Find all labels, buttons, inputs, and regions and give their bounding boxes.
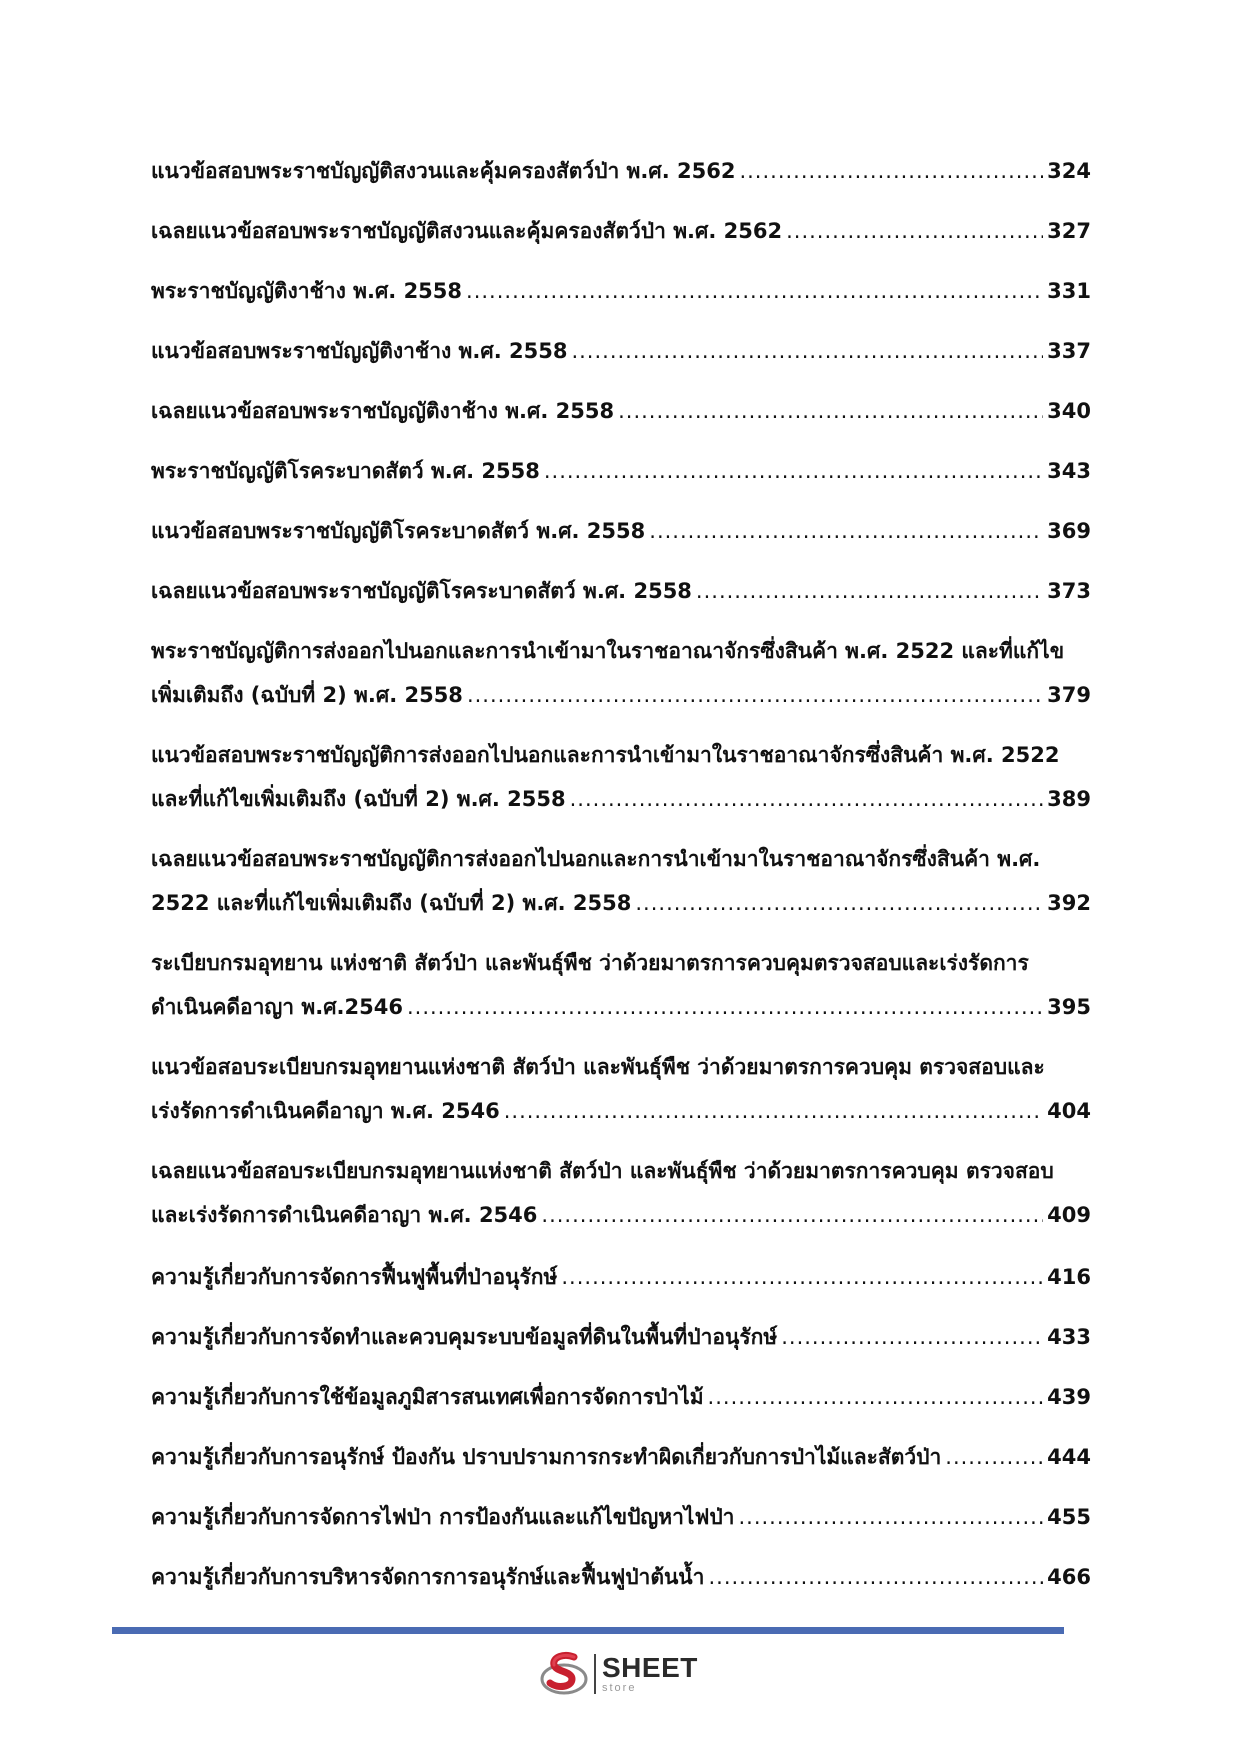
toc-entry-title: แนวข้อสอบพระราชบัญญัติโรคระบาดสัตว์ พ.ศ. 2558 [151, 519, 646, 543]
toc-page-number: 324 [1047, 159, 1091, 183]
toc-leader-dots [738, 1502, 1043, 1532]
footer-divider [112, 1627, 1064, 1634]
toc-page-number: 327 [1047, 219, 1091, 243]
toc-entry[interactable] [151, 1502, 1091, 1532]
toc-leader-dots [786, 216, 1043, 246]
toc-entry[interactable] [151, 1562, 1091, 1592]
toc-leader-dots [541, 1200, 1043, 1230]
toc-entry[interactable] [151, 844, 1091, 918]
toc-entry-title: แนวข้อสอบพระราชบัญญัติสงวนและคุ้มครองสัตว์ป่า พ.ศ. 2562 [151, 159, 736, 183]
toc-entry-title: พระราชบัญญัติโรคระบาดสัตว์ พ.ศ. 2558 [151, 459, 540, 483]
toc-entry[interactable] [151, 1262, 1091, 1292]
toc-entry-title: ความรู้เกี่ยวกับการจัดทำและควบคุมระบบข้อมูลที่ดินในพื้นที่ป่าอนุรักษ์ [151, 1325, 778, 1349]
toc-leader-dots [708, 1382, 1044, 1412]
toc-page-number: 404 [1047, 1099, 1091, 1123]
toc-entry[interactable] [151, 156, 1091, 186]
toc-entry-title-line1: เฉลยแนวข้อสอบพระราชบัญญัติการส่งออกไปนอกและการนำเข้ามาในราชอาณาจักรซึ่งสินค้า พ.ศ. [151, 847, 1041, 871]
toc-page-number: 455 [1047, 1505, 1091, 1529]
toc-entry-title: ความรู้เกี่ยวกับการจัดการไฟป่า การป้องกันและแก้ไขปัญหาไฟป่า [151, 1505, 735, 1529]
toc-page-number: 395 [1047, 995, 1091, 1019]
toc-entry[interactable] [151, 1322, 1091, 1352]
toc-entry-title-line2: และเร่งรัดการดำเนินคดีอาญา พ.ศ. 2546 [151, 1203, 538, 1227]
toc-entry-title: เฉลยแนวข้อสอบพระราชบัญญัติงาช้าง พ.ศ. 2558 [151, 399, 615, 423]
toc-page-number: 392 [1047, 891, 1091, 915]
toc-leader-dots [781, 1322, 1043, 1352]
logo-brand-text: SHEET [602, 1652, 698, 1683]
toc-entry[interactable] [151, 948, 1091, 1022]
toc-entry-title-line1: แนวข้อสอบระเบียบกรมอุทยานแห่งชาติ สัตว์ป่า และพันธุ์พืช ว่าด้วยมาตรการควบคุม ตรวจสอบและ [151, 1055, 1045, 1079]
toc-page-number: 389 [1047, 787, 1091, 811]
toc-entry[interactable] [151, 576, 1091, 606]
toc-entry-title: แนวข้อสอบพระราชบัญญัติงาช้าง พ.ศ. 2558 [151, 339, 568, 363]
toc-page-number: 373 [1047, 579, 1091, 603]
toc-entry[interactable] [151, 1052, 1091, 1126]
toc-entry-title-line2: 2522 และที่แก้ไขเพิ่มเติมถึง (ฉบับที่ 2) พ.ศ. 2558 [151, 891, 632, 915]
sheet-store-logo [540, 1651, 698, 1697]
toc-entry[interactable] [151, 336, 1091, 366]
toc-page-number: 466 [1047, 1565, 1091, 1589]
toc-leader-dots [561, 1262, 1043, 1292]
toc-entry-title-line2: เพิ่มเติมถึง (ฉบับที่ 2) พ.ศ. 2558 [151, 683, 463, 707]
toc-entry-title-line1: เฉลยแนวข้อสอบระเบียบกรมอุทยานแห่งชาติ สัตว์ป่า และพันธุ์พืช ว่าด้วยมาตรการควบคุม ตรวจสอบ [151, 1159, 1054, 1183]
toc-entry[interactable] [151, 1156, 1091, 1230]
toc-entry[interactable] [151, 516, 1091, 546]
toc-page-number: 337 [1047, 339, 1091, 363]
toc-leader-dots [407, 992, 1043, 1022]
toc-leader-dots [618, 396, 1043, 426]
toc-leader-dots [504, 1096, 1043, 1126]
toc-entry-title-line1: ระเบียบกรมอุทยาน แห่งชาติ สัตว์ป่า และพันธุ์พืช ว่าด้วยมาตรการควบคุมตรวจสอบและเร่งรัดการ [151, 951, 1029, 975]
toc-leader-dots [708, 1562, 1043, 1592]
logo-wordmark [602, 1654, 698, 1694]
toc-entry-title: ความรู้เกี่ยวกับการใช้ข้อมูลภูมิสารสนเทศเพื่อการจัดการป่าไม้ [151, 1385, 704, 1409]
toc-leader-dots [649, 516, 1043, 546]
toc-entry[interactable] [151, 396, 1091, 426]
toc-leader-dots [570, 784, 1044, 814]
toc-entry[interactable] [151, 216, 1091, 246]
sheet-store-s-icon [540, 1651, 588, 1697]
toc-entry-title: เฉลยแนวข้อสอบพระราชบัญญัติโรคระบาดสัตว์ พ.ศ. 2558 [151, 579, 692, 603]
toc-page-number: 444 [1047, 1445, 1091, 1469]
logo-brand-subtext: store [602, 1682, 637, 1694]
toc-entry-title-line1: แนวข้อสอบพระราชบัญญัติการส่งออกไปนอกและการนำเข้ามาในราชอาณาจักรซึ่งสินค้า พ.ศ. 2522 [151, 743, 1060, 767]
toc-leader-dots [739, 156, 1043, 186]
toc-leader-dots [571, 336, 1043, 366]
toc-entry-title-line2: เร่งรัดการดำเนินคดีอาญา พ.ศ. 2546 [151, 1099, 500, 1123]
toc-page-number: 379 [1047, 683, 1091, 707]
toc-entry-title: เฉลยแนวข้อสอบพระราชบัญญัติสงวนและคุ้มครองสัตว์ป่า พ.ศ. 2562 [151, 219, 783, 243]
toc-entry-title: พระราชบัญญัติงาช้าง พ.ศ. 2558 [151, 279, 463, 303]
logo-separator [594, 1654, 596, 1694]
toc-entry[interactable] [151, 1382, 1091, 1412]
toc-page-number: 331 [1047, 279, 1091, 303]
toc-entry[interactable] [151, 1442, 1091, 1472]
toc-entry-title-line2: และที่แก้ไขเพิ่มเติมถึง (ฉบับที่ 2) พ.ศ. 2558 [151, 787, 566, 811]
toc-page-number: 439 [1047, 1385, 1091, 1409]
toc-leader-dots [544, 456, 1043, 486]
toc-page-number: 340 [1047, 399, 1091, 423]
toc-page-number: 409 [1047, 1203, 1091, 1227]
toc-page-number: 369 [1047, 519, 1091, 543]
toc-page-number: 433 [1047, 1325, 1091, 1349]
toc-leader-dots [696, 576, 1043, 606]
toc-leader-dots [467, 680, 1043, 710]
toc-entry[interactable] [151, 636, 1091, 710]
toc-entry-title-line2: ดำเนินคดีอาญา พ.ศ.2546 [151, 995, 403, 1019]
toc-entry[interactable] [151, 276, 1091, 306]
toc-entry-title-line1: พระราชบัญญัติการส่งออกไปนอกและการนำเข้ามาในราชอาณาจักรซึ่งสินค้า พ.ศ. 2522 และที่แก้ไข [151, 639, 1065, 663]
toc-page-number: 416 [1047, 1265, 1091, 1289]
toc-entry[interactable] [151, 740, 1091, 814]
toc-entry-title: ความรู้เกี่ยวกับการจัดการฟื้นฟูพื้นที่ป่าอนุรักษ์ [151, 1265, 558, 1289]
toc-leader-dots [635, 888, 1043, 918]
toc-leader-dots [945, 1442, 1043, 1472]
toc-entry[interactable] [151, 456, 1091, 486]
toc-entry-title: ความรู้เกี่ยวกับการอนุรักษ์ ป้องกัน ปราบปรามการกระทำผิดเกี่ยวกับการป่าไม้และสัตว์ป่า [151, 1445, 942, 1469]
toc-entry-title: ความรู้เกี่ยวกับการบริหารจัดการการอนุรักษ์และฟื้นฟูป่าต้นน้ำ [151, 1565, 705, 1589]
toc-leader-dots [466, 276, 1043, 306]
toc-page-number: 343 [1047, 459, 1091, 483]
